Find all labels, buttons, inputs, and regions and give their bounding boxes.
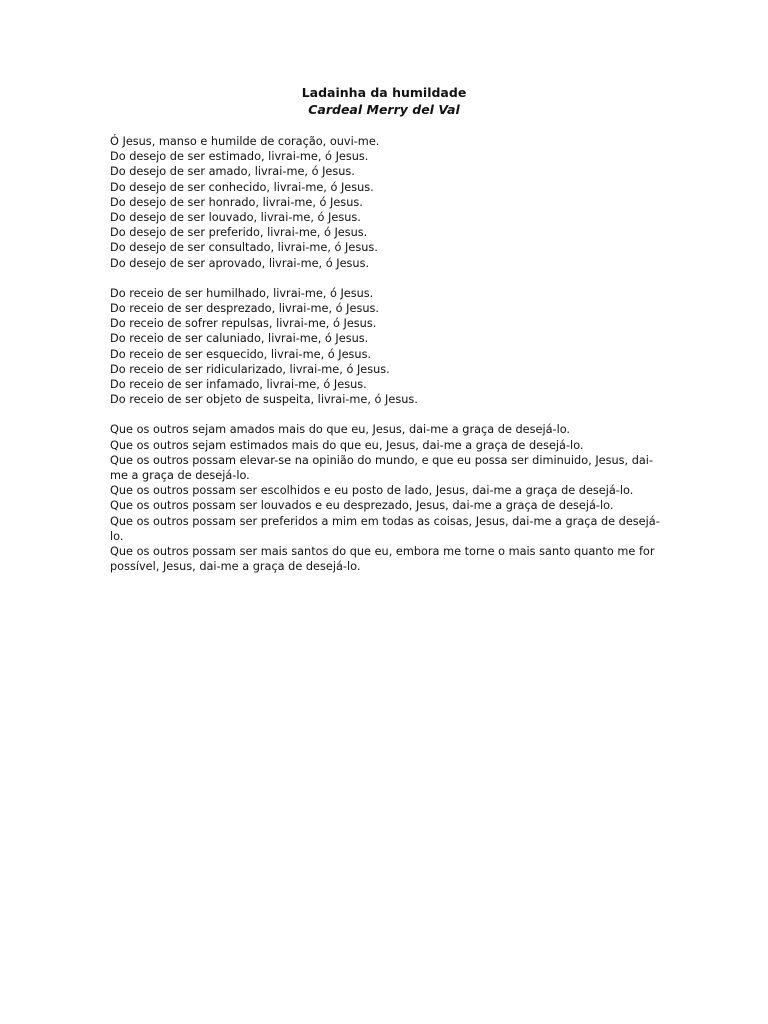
text-line: Que os outros possam elevar-se na opinião do mundo, e que eu possa ser diminuido, Jesus, dai-me a graça de desejá-lo. (110, 453, 654, 483)
stanza-fears (110, 286, 665, 408)
text-line: Do receio de ser caluniado, livrai-me, ó Jesus. (110, 332, 369, 346)
text-line: Do receio de sofrer repulsas, livrai-me, ó Jesus. (110, 317, 377, 331)
text-line: Do desejo de ser honrado, livrai-me, ó Jesus. (110, 195, 363, 209)
document-title: Ladainha da humildade (301, 85, 467, 100)
document-subtitle: Cardeal Merry del Val (308, 102, 460, 117)
document-body (110, 134, 665, 589)
stanza-desires (110, 134, 665, 271)
text-line: Do desejo de ser conhecido, livrai-me, ó Jesus. (110, 180, 374, 194)
text-line: Que os outros sejam estimados mais do que eu, Jesus, dai-me a graça de desejá-lo. (110, 438, 584, 452)
text-line: Do receio de ser esquecido, livrai-me, ó Jesus. (110, 347, 372, 361)
text-line: Do desejo de ser amado, livrai-me, ó Jesus. (110, 165, 355, 179)
text-line: Ó Jesus, manso e humilde de coração, ouvi-me. (110, 135, 380, 148)
text-line: Do receio de ser desprezado, livrai-me, ó Jesus. (110, 302, 379, 316)
text-line: Que os outros possam ser mais santos do que eu, embora me torne o mais santo quanto me for possível, Jesus, dai-me a graça de desejá-lo. (110, 545, 655, 574)
stanza-others (110, 422, 665, 574)
text-line: Que os outros possam ser louvados e eu desprezado, Jesus, dai-me a graça de desejá-lo. (110, 499, 614, 513)
text-line: Que os outros possam ser preferidos a mim em todas as coisas, Jesus, dai-me a graça de desejá-lo. (110, 514, 660, 543)
text-line: Do desejo de ser estimado, livrai-me, ó Jesus. (110, 150, 369, 164)
text-line: Do desejo de ser louvado, livrai-me, ó Jesus. (110, 211, 361, 225)
text-line: Do receio de ser infamado, livrai-me, ó Jesus. (110, 378, 367, 392)
text-line: Que os outros possam ser escolhidos e eu posto de lado, Jesus, dai-me a graça de desejá-lo. (110, 484, 634, 498)
text-line: Do desejo de ser aprovado, livrai-me, ó Jesus. (110, 256, 370, 270)
text-line: Que os outros sejam amados mais do que eu, Jesus, dai-me a graça de desejá-lo. (110, 423, 571, 437)
text-line: Do receio de ser objeto de suspeita, livrai-me, ó Jesus. (110, 393, 418, 407)
text-line: Do receio de ser humilhado, livrai-me, ó Jesus. (110, 286, 374, 300)
text-line: Do receio de ser ridicularizado, livrai-me, ó Jesus. (110, 362, 390, 376)
text-line: Do desejo de ser consultado, livrai-me, ó Jesus. (110, 241, 378, 255)
text-line: Do desejo de ser preferido, livrai-me, ó Jesus. (110, 226, 368, 240)
title-block (0, 84, 768, 118)
